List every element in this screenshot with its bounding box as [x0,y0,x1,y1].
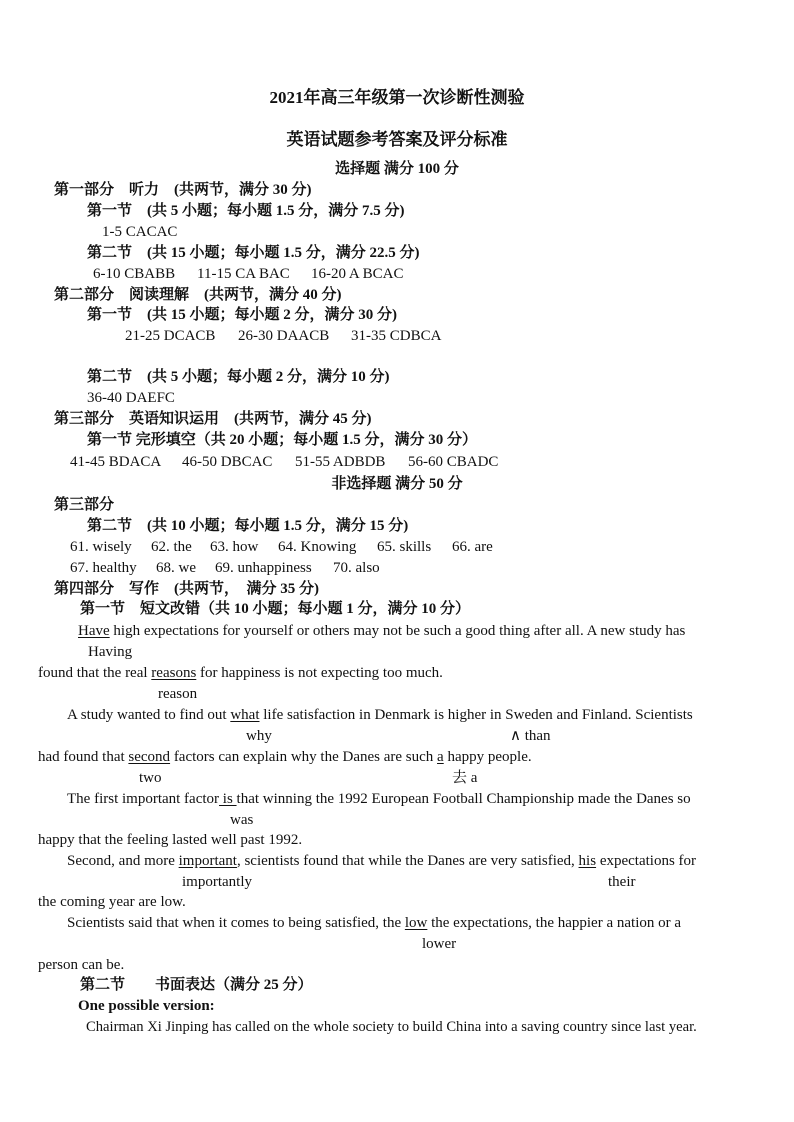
correction-mark: importantly [182,874,252,890]
correction-mark: why [246,728,272,744]
part1-section2-heading: 第二节 (共 15 小题；每小题 1.5 分，满分 22.5 分) [87,245,420,261]
fill-answer: 65. skills [377,539,432,555]
answer-group: 51-55 ADBDB [295,454,386,470]
version-text: Chairman Xi Jinping has called on the whole society to build China into a saving country since last year. [86,1019,697,1035]
part3-heading: 第三部分 英语知识运用 (共两节，满分 45 分) [54,411,372,427]
part1-section1-heading: 第一节 (共 5 小题；每小题 1.5 分，满分 7.5 分) [87,203,405,219]
part4-section1-heading: 第一节 短文改错（共 10 小题；每小题 1 分，满分 10 分） [80,601,471,617]
fill-answer: 68. we [156,560,196,576]
fill-answer: 63. how [210,539,259,555]
answer-group: 11-15 CA BAC [197,266,290,282]
fill-answer: 66. are [452,539,493,555]
part1-heading: 第一部分 听力 (共两节，满分 30 分) [54,182,312,198]
part2-section2-answers: 36-40 DAEFC [87,390,175,406]
essay-line: happy that the feeling lasted well past 1992. [38,832,303,848]
correction-mark: two [139,770,162,786]
essay-line: The first important factor is that winning the 1992 European Football Championship made the Danes so [67,791,691,807]
correction-mark: their [608,874,636,890]
essay-line: Second, and more important, scientists found that while the Danes are very satisfied, his expectations for [67,853,697,869]
essay-line: the coming year are low. [38,894,186,910]
essay-line: had found that second factors can explain why the Danes are such a happy people. [38,749,532,765]
essay-line: Have high expectations for yourself or others may not be such a good thing after all. A new study has [78,623,686,639]
part1-section1-answers: 1-5 CACAC [102,224,178,240]
fill-answer: 70. also [333,560,380,576]
part3b-heading: 第三部分 [54,497,115,513]
essay-line: person can be. [38,957,125,973]
answer-group: 31-35 CDBCA [351,328,442,344]
part3b-section2-heading: 第二节 (共 10 小题；每小题 1.5 分，满分 15 分) [87,518,409,534]
part2-heading: 第二部分 阅读理解 (共两节，满分 40 分) [54,287,342,303]
essay-line: Scientists said that when it comes to being satisfied, the low the expectations, the happier a nation or a [67,915,682,931]
version-label: One possible version: [78,998,215,1014]
fill-answer: 67. healthy [70,560,137,576]
fill-answer: 69. unhappiness [215,560,312,576]
answer-group: 21-25 DCACB [125,328,216,344]
correction-mark: Having [88,644,133,660]
nonmc-header: 非选择题 满分 50 分 [331,476,463,492]
correction-mark: 去 a [452,770,478,786]
answer-group: 6-10 CBABB [93,266,176,282]
correction-mark: ∧ than [510,728,551,744]
essay-line: A study wanted to find out what life satisfaction in Denmark is higher in Sweden and Finland. Scientists [67,707,693,723]
answer-group: 46-50 DBCAC [182,454,273,470]
part2-section1-heading: 第一节 (共 15 小题；每小题 2 分，满分 30 分) [87,307,397,323]
fill-answer: 64. Knowing [278,539,357,555]
answer-group: 56-60 CBADC [408,454,499,470]
answer-group: 26-30 DAACB [238,328,330,344]
answer-group: 16-20 A BCAC [311,266,404,282]
answer-group: 41-45 BDACA [70,454,162,470]
fill-answer: 61. wisely [70,539,132,555]
correction-mark: lower [422,936,457,952]
fill-answer: 62. the [151,539,192,555]
correction-mark: was [230,812,254,828]
part2-section2-heading: 第二节 (共 5 小题；每小题 2 分，满分 10 分) [87,369,390,385]
mc-header: 选择题 满分 100 分 [335,161,459,177]
essay-line: found that the real reasons for happiness is not expecting too much. [38,665,443,681]
correction-mark: reason [158,686,198,702]
page-subtitle: 英语试题参考答案及评分标准 [286,130,508,149]
part4-heading: 第四部分 写作 (共两节， 满分 35 分) [54,581,319,597]
part3-section1-heading: 第一节 完形填空（共 20 小题；每小题 1.5 分，满分 30 分） [87,432,478,448]
page-title: 2021年高三年级第一次诊断性测验 [269,88,525,107]
part4-section2-heading: 第二节 书面表达（满分 25 分） [80,977,313,993]
